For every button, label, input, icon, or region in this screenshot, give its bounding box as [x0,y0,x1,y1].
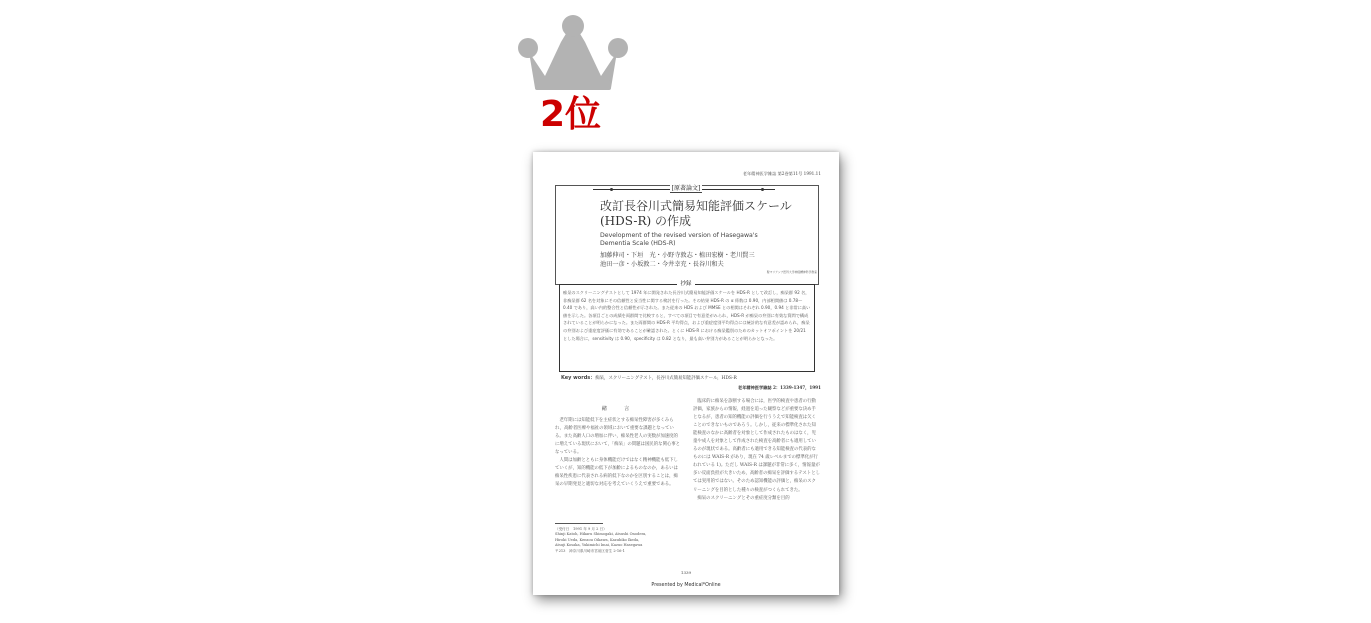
right-column [693,398,820,503]
footnote-line: （受付日 1991 年 9 月 2 日） [555,527,607,531]
authors-line2: 池田一彦・小坂敦二・今井幸充・長谷川和夫 [600,260,724,268]
received-footnote [555,527,685,554]
keywords-label: Key words： [561,375,596,381]
authors [600,252,755,269]
presented-by: Presented by Medical*Online [651,583,721,588]
journal-header: 老年精神医学雑誌 第2巻第11号 1991.11 [742,171,821,176]
left-column [555,398,682,489]
paper-title-en-line2: Dementia Scale (HDS-R) [600,240,676,248]
crown-icon [515,14,631,94]
paper-title-en-line1: Development of the revised version of Hasegawa's [600,232,758,239]
paragraph: 老年期には知能低下を主症状とする痴呆性障害が多くみられ，高齢者医療や福祉の領域において重要な課題となっている。また高齢人口の増加に伴い，痴呆性老人の実数が加速度的に増えている現状において，「痴呆」の問題は国民的な関心事となっている。 [555,418,681,456]
citation: 老年精神医学雑誌 2：1339-1347，1991 [738,385,821,390]
page-number: 1339 [680,570,692,575]
footnote-line: Atsuji Kosaka, Yukimichi Imai, Kazuo Hasegawa [555,543,643,548]
paragraph: 痴呆のスクリーニングとその重症度分類を目的 [697,495,790,501]
paragraph: 人間は加齢とともに身体機能だけではなく精神機能も低下していくが，知的機能の低下が加齢によるものなのか，あるいは痴呆性疾患に代表される病的低下なのかを区別することは，痴呆の早期発見と適切な対応を考えていくうえで重要である。 [555,458,678,488]
paragraph: 臨床的に痴呆を診断する場合には，医学的検査や患者の行動評価，家族からの情報，経過を追った観察などが重要な決め手となるが，患者の知的機能の評価を行ううえで知能検査は欠くことのできないものであろう。しかし，従来の標準化された知能検査のなかに高齢者を対象として作成されたものはなく，児童や成人を対象として作成された検査を高齢者にも適用しているのが現状である。高齢者にも適用できる知能検査の代表的なものには WAIS-R があり，現在 74 歳レベルまでの標準化が行われている 1)。ただし WAIS-R は課題が非常に多く，情報量が多い反面負担が大きいため，高齢者の痴呆を評価するテストとしては実用的ではない。そのため認知機能の評価と，痴呆のスクリーニングを目的とした種々の検査がつくられてきた。 [693,399,820,493]
paper-page[interactable] [533,152,839,595]
keywords-values: 痴呆，スクリーニングテスト，長谷川式簡易知能評価スケール，HDS-R [595,376,737,381]
paper-title-ja-line2: (HDS-R) の作成 [600,214,692,228]
keywords [561,374,821,381]
section-heading: 緒 言 [601,406,636,412]
abstract-text: 痴呆のスクリーニングテストとして 1974 年に開発された長谷川式簡易知能評価スケールを HDS-R として改訂し，痴呆群 92 名，非痴呆群 62 名を対象にその信頼性と妥当性に関する検討を行った。その結果 HDS-R の α 係数は 0.90，内部相関値は 0.78～0.40 であり，高い内的整合性と信頼性が示された。また従来の HDS および MMSE との相関はそれぞれ 0.90，0.94 と非常に高い値を示した。各項目ごとの成績を両群間で比較すると，すべての項目で有意差がみられ，HDS-R が痴呆の弁別に有効な質問で構成されていることが明らかになった。また両群間の HDS-R 平均得点，および重症度別平均得点には統計的な有意差が認められ，痴呆の弁別および重症度評価に有効であることが確認された。とくに HDS-R における痴呆鑑別のためのカットオフポイントを 20/21 とした場合に，sensitivity は 0.90，specificity は 0.82 となり，最も高い弁別力があることが明らかとなった。 [563,290,811,341]
footnote-line: Hiroki Ueda, Kenzou Oikawa, Kazuhiko Ikeda, [555,537,640,542]
footnote-rule [555,523,603,524]
footnote-line: Shinji Katoh, Hikaru Shimogaki, Atsushi Onodera, [555,532,647,537]
paper-title-ja [600,199,792,229]
authors-line1: 加藤伸司・下垣 光・小野寺敦志・植田宏樹・老川賢三 [600,252,755,259]
article-category: [原著論文] [671,185,701,192]
abstract-label: 抄録 [533,279,839,287]
paper-title-en [600,232,758,248]
affiliation: 聖マリアンナ医科大学神経精神科学教室 [766,270,817,274]
paper-title-ja-line1: 改訂長谷川式簡易知能評価スケール [600,199,792,213]
footnote-line: 〒213 神奈川県川崎市宮前区菅生 2-16-1 [555,548,625,553]
rank-label: 2位 [540,94,602,135]
